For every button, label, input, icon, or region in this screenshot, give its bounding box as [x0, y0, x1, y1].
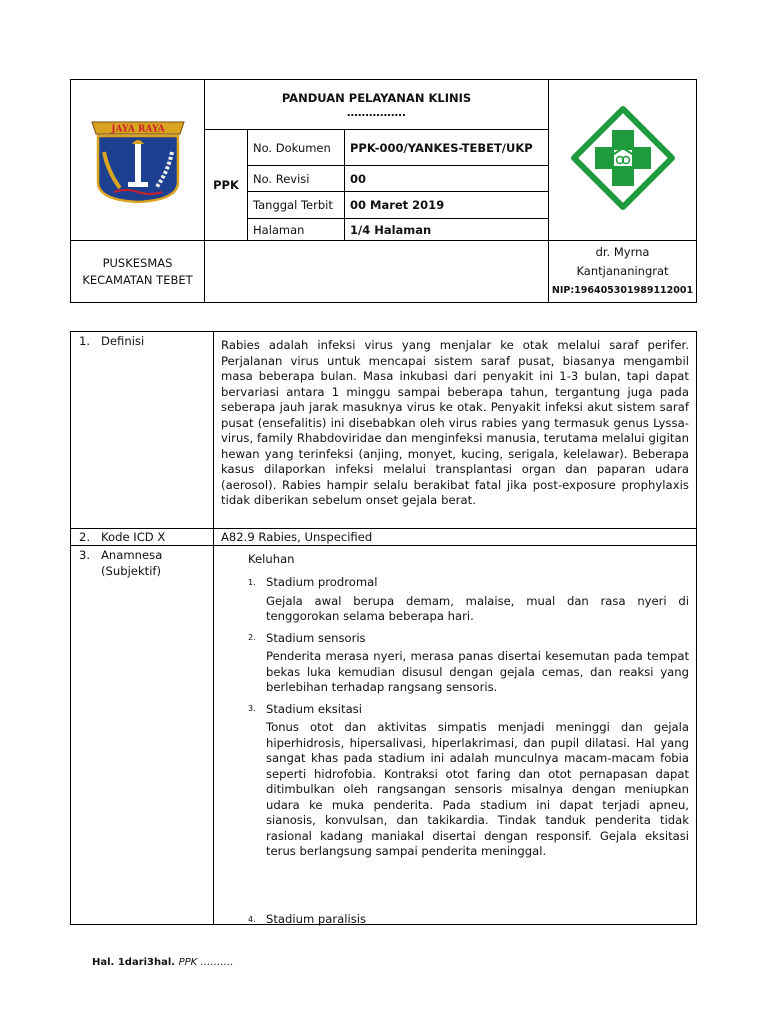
- stage-title-text: Stadium paralisis: [266, 912, 366, 926]
- signatory-cell: [549, 241, 697, 303]
- signatory-name-line2: Kantjananingrat: [576, 264, 669, 278]
- organization-name: PUSKESMAS: [102, 255, 173, 270]
- stage-number: 1.: [248, 577, 256, 587]
- section-icd: [71, 529, 697, 546]
- section-anamnesa: [71, 546, 697, 925]
- keluhan-heading: Keluhan: [248, 552, 295, 566]
- ppk-label: PPK: [205, 130, 248, 241]
- stage-title: [248, 701, 689, 718]
- stage-number: 2.: [248, 633, 256, 642]
- puskesmas-logo-icon: [571, 106, 675, 210]
- stage-description: Gejala awal berupa demam, malaise, mual dan rasa nyeri di tenggorokan selama beberapa hari.: [266, 593, 689, 623]
- stage-title: [248, 630, 689, 647]
- section-body-cell: [214, 332, 697, 529]
- meta-value-no-dokumen: PPK-000/YANKES-TEBET/UKP: [345, 130, 549, 166]
- meta-key-no-revisi: No. Revisi: [248, 166, 345, 192]
- section-label-group: [101, 548, 162, 579]
- definition-text: Rabies adalah infeksi virus yang menjalar ke otak melalui saraf perifer. Perjalanan virus untuk mencapai sistem saraf pusat, biasanya mengambil masa beberapa bulan. Masa inkubasi dari penyakit ini 1-3 bulan, tapi dapat bervariasi antara 1 minggu sampai beberapa tahun, tergantung juga pada seberapa jauh jarak masuknya virus ke otak. Penyakit infeksi akut sistem saraf pusat (ensefalitis) ini disebabkan oleh virus rabies yang termasuk genus Lyssa- virus, family Rhabdoviridae dan menginfeksi manusia, terutama melalui gigitan hewan yang terinfeksi (anjing, monyet, kucing, serigala, kelelawar). Beberapa kasus dilaporkan infeksi melalui transplantasi organ dan paparan udara (aerosol). Rabies hampir selalu berakibat fatal jika post-exposure prophylaxis tidak diberikan sebelum onset gejala berat.: [221, 338, 689, 507]
- meta-value-no-revisi: 00: [345, 166, 549, 192]
- meta-value-halaman: 1/4 Halaman: [345, 219, 549, 241]
- section-label: Definisi: [101, 334, 145, 348]
- puskesmas-logo-cell: [549, 80, 697, 241]
- signatory-name-line1: dr. Myrna: [595, 245, 650, 259]
- empty-cell: [205, 241, 549, 303]
- meta-key-no-dokumen: No. Dokumen: [248, 130, 345, 166]
- section-label-cell: [71, 332, 214, 529]
- stage-description: Tonus otot dan aktivitas simpatis menjadi meninggi dan gejala hiperhidrosis, hipersalivasi, hiperlakrimasi, dan pupil dilatasi. Hal yang sangat khas pada stadium ini adalah munculnya macam-macam fobia seperti hidrofobia. Kontraksi otot faring dan otot pernapasan dapat ditimbulkan oleh rangsangan sensoris misalnya dengan meniupkan udara ke muka penderita. Pada stadium ini dapat terjadi apneu, sianosis, konvulsan, dan takikardia. Tindak tanduk penderita tidak rasional kadang maniakal disertai dengan responsif. Gejala eksitasi terus berlangsung sampai penderita meninggal.: [266, 720, 689, 858]
- document-title: PANDUAN PELAYANAN KLINIS: [281, 90, 472, 105]
- stage-number: 3.: [248, 704, 256, 713]
- section-label: Kode ICD X: [101, 530, 166, 544]
- stage-title: [248, 911, 366, 928]
- jaya-raya-emblem-icon: [90, 112, 186, 204]
- document-title-cell: [205, 80, 549, 130]
- document-subtitle: …………….: [346, 105, 407, 119]
- clinical-content-table: [70, 331, 697, 925]
- document-header-table: [70, 79, 697, 303]
- section-number: 3.: [79, 548, 91, 562]
- section-number: 1.: [79, 334, 91, 348]
- footer-document-code: PPK ……….: [178, 957, 234, 968]
- jaya-raya-logo-cell: [71, 80, 205, 241]
- organization-cell: [71, 241, 205, 303]
- organization-district: KECAMATAN TEBET: [82, 272, 193, 287]
- footer-page-number: Hal. 1dari3hal.: [92, 957, 176, 968]
- signatory-nip: NIP:196405301989112001: [551, 285, 694, 296]
- section-number: 2.: [79, 530, 91, 544]
- stage-title-text: Stadium eksitasi: [266, 701, 362, 716]
- stage-title-text: Stadium sensoris: [266, 630, 366, 645]
- stage-title-text: Stadium prodromal: [266, 575, 378, 589]
- meta-key-halaman: Halaman: [248, 219, 345, 241]
- meta-key-tanggal-terbit: Tanggal Terbit: [248, 192, 345, 219]
- icd-code-value: A82.9 Rabies, Unspecified: [214, 529, 697, 546]
- svg-text:JAYA RAYA: JAYA RAYA: [110, 124, 165, 135]
- section-sublabel: (Subjektif): [101, 563, 162, 578]
- section-definisi: [71, 332, 697, 529]
- stage-description: Penderita merasa nyeri, merasa panas disertai kesemutan pada tempat bekas luka kemudian disusul dengan gejala cemas, dan reaksi yang berlebihan terhadap rangsang sensoris.: [266, 649, 689, 694]
- meta-value-tanggal-terbit: 00 Maret 2019: [345, 192, 549, 219]
- anamnesa-body-cell: [214, 546, 697, 925]
- page-footer: [92, 957, 234, 968]
- section-label-cell: [71, 546, 214, 925]
- stage-number: 4.: [248, 914, 256, 924]
- stage-title: [248, 574, 689, 591]
- section-label-cell: [71, 529, 214, 546]
- section-label: Anamnesa: [101, 548, 163, 562]
